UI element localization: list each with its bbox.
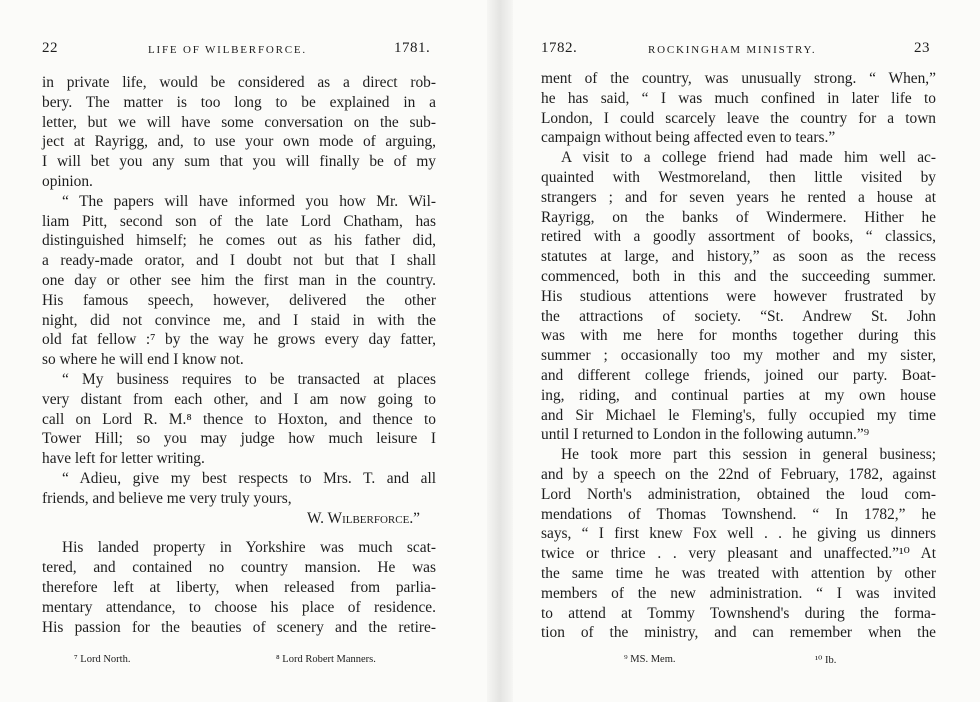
footnote: ⁷ Lord North. bbox=[74, 654, 131, 665]
left-running-year: 1781. bbox=[394, 40, 431, 56]
footnote: ⁸ Lord Robert Manners. bbox=[276, 654, 376, 665]
text-line: statutes at large, and history,” as soon as the recess bbox=[541, 248, 936, 266]
text-line: the same time he was treated with attention by other bbox=[541, 564, 936, 582]
right-page bbox=[513, 0, 980, 702]
text-line: friends, and believe me very truly yours, bbox=[42, 489, 292, 507]
text-line: night, did not convince me, and I staid in with the bbox=[42, 311, 436, 329]
right-running-year: 1782. bbox=[541, 40, 578, 56]
left-page-body bbox=[42, 73, 436, 637]
letter-signature: W. Wilberforce.” bbox=[307, 509, 420, 527]
text-line: Tower Hill; so you may judge how much leisure I bbox=[42, 430, 436, 448]
text-line: he has said, “ I was much confined in later life to bbox=[541, 89, 936, 107]
text-line: “ Adieu, give my best respects to Mrs. T. and all bbox=[62, 469, 436, 487]
text-line: ing, riding, and continual parties at my own house bbox=[541, 386, 936, 404]
text-line: summer ; occasionally too my mother and my sister, bbox=[541, 347, 936, 365]
text-line: London, I could scarcely leave the country for a town bbox=[541, 109, 936, 127]
text-line: a ready-made orator, and I doubt not but that I shall bbox=[42, 252, 436, 270]
text-line: ject at Rayrigg, and, to use your own mode of arguing, bbox=[42, 133, 436, 151]
text-line: says, “ I first knew Fox well . . he giving us dinners bbox=[541, 525, 936, 543]
text-line: mendations of Thomas Townshend. “ In 1782,” he bbox=[541, 505, 936, 523]
text-line: opinion. bbox=[42, 172, 93, 190]
text-line: He took more part this session in general business; bbox=[561, 446, 936, 464]
text-line: and different college friends, joined our party. Boat- bbox=[541, 366, 936, 384]
footnote: ⁹ MS. Mem. bbox=[624, 654, 676, 665]
text-line: quainted with Westmoreland, then little visited by bbox=[541, 168, 936, 186]
text-line: mentary attendance, to choose his place of residence. bbox=[42, 598, 436, 616]
text-line: was with me here for months together during this bbox=[541, 327, 936, 345]
text-line: His studious attentions were however frustrated by bbox=[541, 287, 936, 305]
text-line: His landed property in Yorkshire was much scat- bbox=[62, 539, 436, 557]
text-line: “ The papers will have informed you how Mr. Wil- bbox=[62, 192, 436, 210]
text-line: so where he will end I know not. bbox=[42, 351, 244, 369]
text-line: liam Pitt, second son of the late Lord Chatham, has bbox=[42, 212, 436, 230]
text-line: letter, but we will have some conversation on the sub- bbox=[42, 113, 436, 131]
text-line: strangers ; and for seven years he rented a house at bbox=[541, 188, 936, 206]
text-line: Rayrigg, on the banks of Windermere. Hither he bbox=[541, 208, 936, 226]
footnote: ¹⁰ Ib. bbox=[815, 655, 837, 666]
text-line: old fat fellow :⁷ by the way he grows every day fatter, bbox=[42, 331, 436, 349]
text-line: commenced, both in this and the succeeding summer. bbox=[541, 267, 936, 285]
text-line: bery. The matter is too long to be explained in a bbox=[42, 93, 436, 111]
text-line: tered, and contained no country mansion. He was bbox=[42, 559, 436, 577]
text-line: campaign without being affected even to tears.” bbox=[541, 129, 836, 147]
text-line: distinguished himself; he comes out as his father did, bbox=[42, 232, 436, 250]
text-line: in private life, would be considered as a direct rob- bbox=[42, 74, 436, 91]
text-line: to attend at Tommy Townshend's during the forma- bbox=[541, 604, 936, 622]
left-page-number: 22 bbox=[42, 40, 58, 56]
text-line: twice or thrice . . very pleasant and unaffected.”¹⁰ At bbox=[541, 545, 936, 563]
text-line: “ My business requires to be transacted at places bbox=[62, 370, 436, 388]
text-line: His famous speech, however, delivered the other bbox=[42, 291, 436, 309]
left-running-title: LIFE OF WILBERFORCE. bbox=[148, 44, 307, 56]
text-line: A visit to a college friend had made him well ac- bbox=[561, 149, 936, 167]
text-line: call on Lord R. M.⁸ thence to Hoxton, and thence to bbox=[42, 410, 436, 428]
book-gutter bbox=[487, 0, 513, 702]
text-line: tion of the ministry, and can remember when the bbox=[541, 624, 936, 642]
text-line: His passion for the beauties of scenery and the retire- bbox=[42, 618, 436, 636]
text-line: until I returned to London in the following autumn.”⁹ bbox=[541, 426, 870, 444]
text-line: very distant from each other, and I am now going to bbox=[42, 390, 436, 408]
text-line: one day or other see him the first man in the country. bbox=[42, 271, 436, 289]
text-line: members of the new administration. “ I was invited bbox=[541, 584, 936, 602]
text-line: therefore left at liberty, when released from parlia- bbox=[42, 578, 436, 596]
text-line: and Sir Michael le Fleming's, fully occupied my time bbox=[541, 406, 936, 424]
right-page-body bbox=[541, 69, 936, 643]
text-line: Lord North's administration, obtained the loud com- bbox=[541, 485, 936, 503]
left-page bbox=[0, 0, 487, 702]
right-page-number: 23 bbox=[914, 40, 930, 56]
text-line: I will bet you any sum that you will finally be of my bbox=[42, 153, 436, 171]
text-line: and by a speech on the 22nd of February, 1782, against bbox=[541, 465, 936, 483]
text-line: retired with a goodly assortment of books, “ classics, bbox=[541, 228, 936, 246]
text-line: have left for letter writing. bbox=[42, 450, 205, 468]
right-running-title: ROCKINGHAM MINISTRY. bbox=[648, 44, 817, 56]
text-line: the attractions of society. “St. Andrew St. John bbox=[541, 307, 936, 325]
text-line: ment of the country, was unusually strong. “ When,” bbox=[541, 70, 936, 87]
